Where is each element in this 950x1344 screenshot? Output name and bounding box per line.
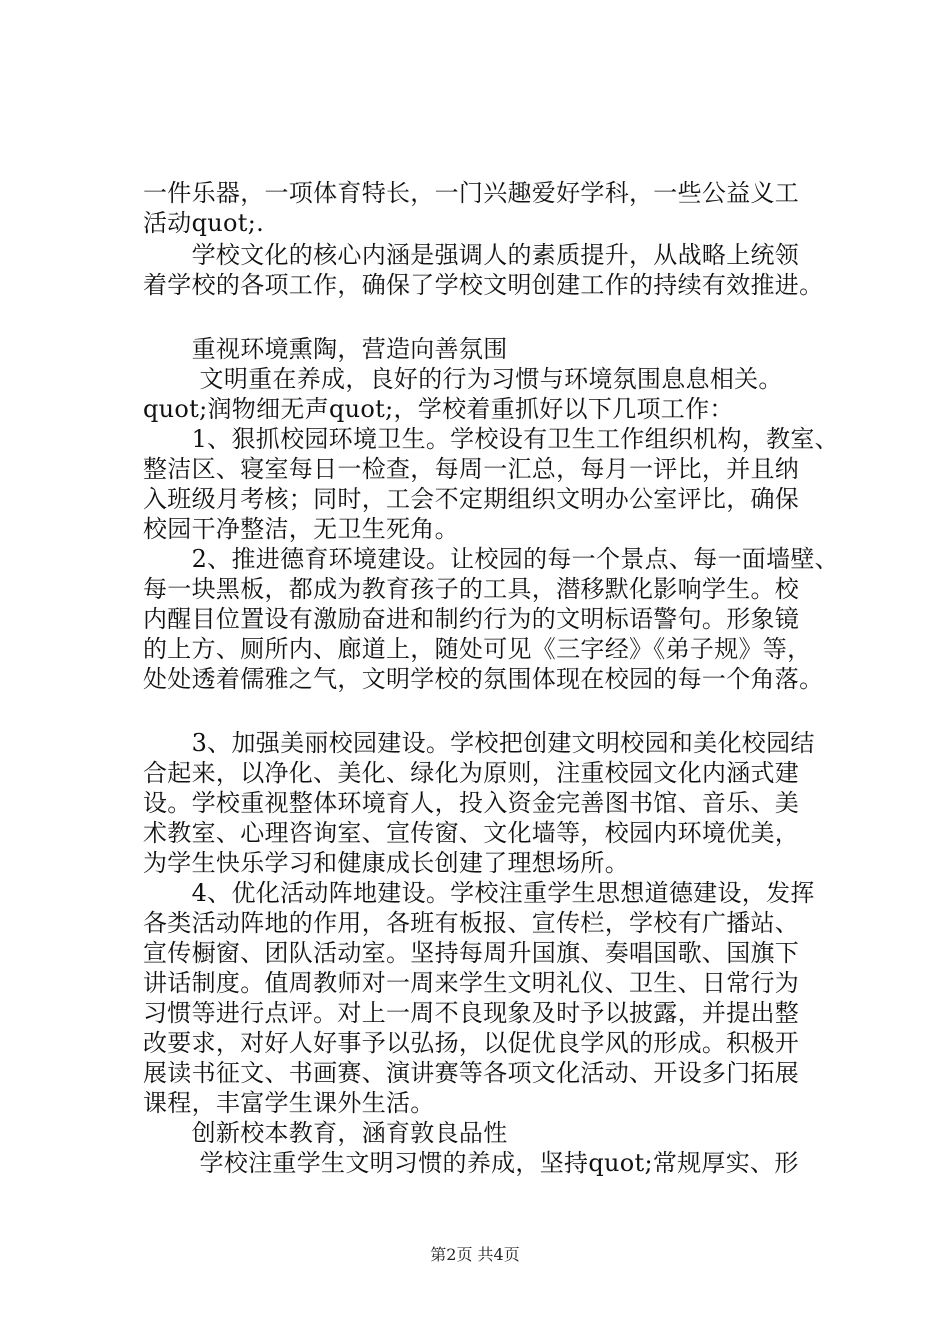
text-line: 讲话制度。值周教师对一周来学生文明礼仪、卫生、日常行为 <box>143 969 800 997</box>
text-line: 合起来，以净化、美化、绿化为原则，注重校园文化内涵式建 <box>143 759 800 787</box>
text-line: 宣传橱窗、团队活动室。坚持每周升国旗、奏唱国歌、国旗下 <box>143 939 800 967</box>
text-line: 设。学校重视整体环境育人，投入资金完善图书馆、音乐、美 <box>143 789 800 817</box>
text-line: 内醒目位置设有激励奋进和制约行为的文明标语警句。形象镜 <box>143 605 800 633</box>
text-line: 的上方、厕所内、廊道上，随处可见《三字经》《弟子规》等， <box>143 635 812 663</box>
text-line: 学校文化的核心内涵是强调人的素质提升，从战略上统领 <box>143 241 800 269</box>
text-line: 展读书征文、书画赛、演讲赛等各项文化活动、开设多门拓展 <box>143 1059 800 1087</box>
text-line: 改要求，对好人好事予以弘扬，以促优良学风的形成。积极开 <box>143 1029 800 1057</box>
section-heading: 创新校本教育，涵育敦良品性 <box>143 1119 508 1147</box>
text-line: 一件乐器，一项体育特长，一门兴趣爱好学科，一些公益义工 <box>143 179 800 207</box>
text-line: 课程，丰富学生课外生活。 <box>143 1089 435 1117</box>
text-line: 3、加强美丽校园建设。学校把创建文明校园和美化校园结 <box>143 729 815 757</box>
text-line: 2、推进德育环境建设。让校园的每一个景点、每一面墙壁、 <box>143 545 839 573</box>
text-line: 为学生快乐学习和健康成长创建了理想场所。 <box>143 849 629 877</box>
text-line: 每一块黑板，都成为教育孩子的工具，潜移默化影响学生。校 <box>143 575 800 603</box>
text-line: quot;润物细无声quot;，学校着重抓好以下几项工作： <box>143 395 734 423</box>
text-line: 4、优化活动阵地建设。学校注重学生思想道德建设，发挥 <box>143 879 815 907</box>
text-line: 校园干净整洁，无卫生死角。 <box>143 515 459 543</box>
text-line: 各类活动阵地的作用，各班有板报、宣传栏，学校有广播站、 <box>143 909 800 937</box>
text-line: 整洁区、寝室每日一检查，每周一汇总，每月一评比，并且纳 <box>143 455 800 483</box>
section-heading: 重视环境熏陶，营造向善氛围 <box>143 335 508 363</box>
page-number-footer: 第2页 共4页 <box>430 1245 520 1264</box>
text-line: 文明重在养成，良好的行为习惯与环境氛围息息相关。 <box>143 365 783 393</box>
text-line: 入班级月考核；同时，工会不定期组织文明办公室评比，确保 <box>143 485 800 513</box>
text-line: 1、狠抓校园环境卫生。学校设有卫生工作组织机构，教室、 <box>143 425 839 453</box>
text-line: 活动quot;. <box>143 209 265 237</box>
text-line: 着学校的各项工作，确保了学校文明创建工作的持续有效推进。 <box>143 271 824 299</box>
text-line: 处处透着儒雅之气，文明学校的氛围体现在校园的每一个角落。 <box>143 665 824 693</box>
text-line: 习惯等进行点评。对上一周不良现象及时予以披露，并提出整 <box>143 999 800 1027</box>
text-line: 学校注重学生文明习惯的养成，坚持quot;常规厚实、形 <box>143 1149 799 1177</box>
text-line: 术教室、心理咨询室、宣传窗、文化墙等，校园内环境优美， <box>143 819 800 847</box>
